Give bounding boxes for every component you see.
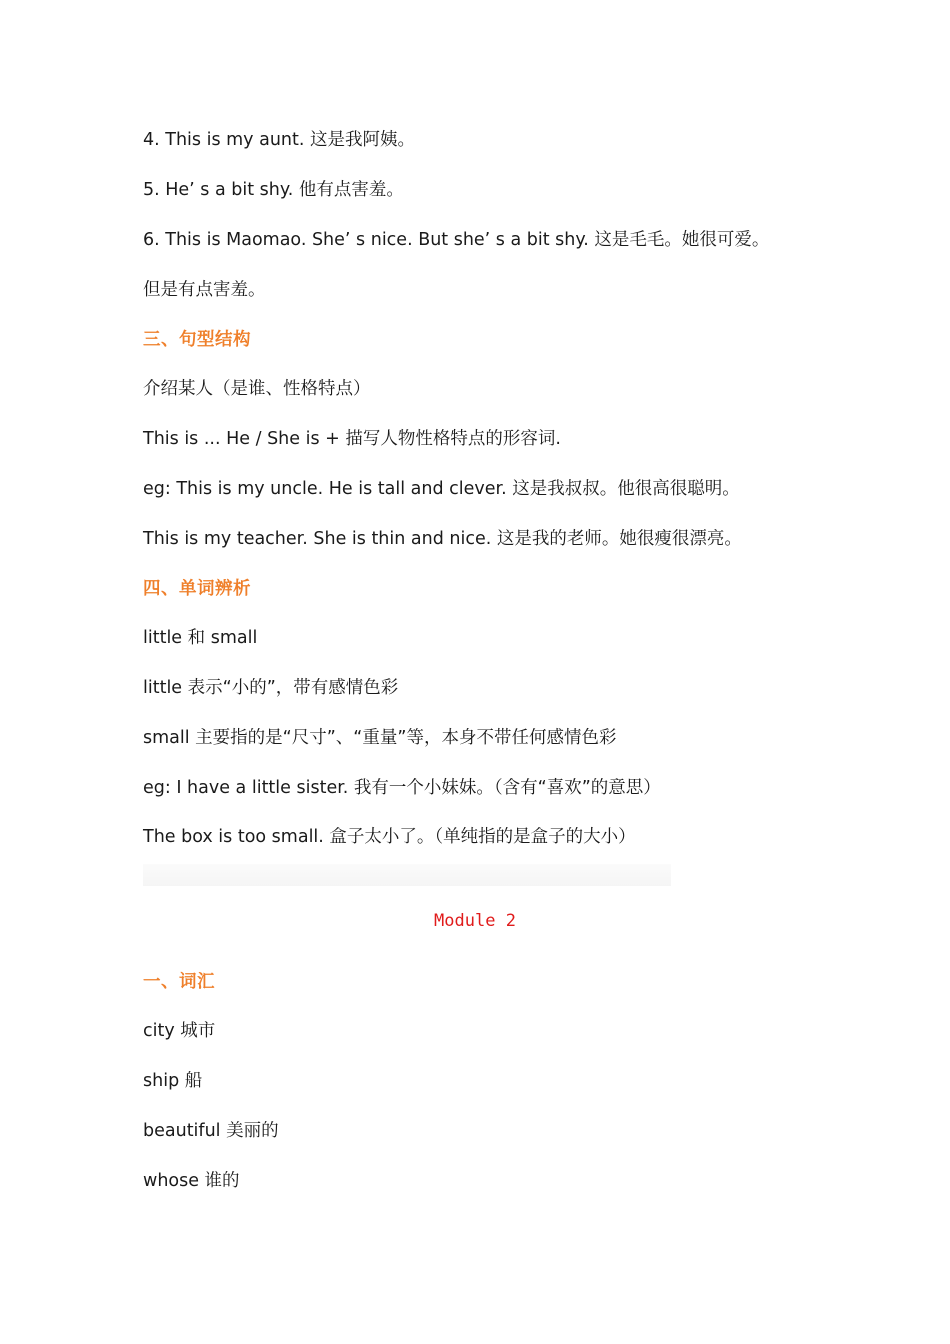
text-line: 5. He’ s a bit shy. 他有点害羞。	[143, 180, 404, 200]
section-heading: 三、句型结构	[143, 330, 251, 350]
module-title: Module 2	[434, 911, 516, 931]
vocab-item: city 城市	[143, 1021, 216, 1041]
vocab-item: beautiful 美丽的	[143, 1121, 279, 1141]
text-line: The box is too small. 盒子太小了。（单纯指的是盒子的大小）	[143, 827, 636, 847]
text-line: This is my teacher. She is thin and nice. 这是我的老师。她很瘦很漂亮。	[143, 529, 742, 549]
text-line: little 表示“小的”，带有感情色彩	[143, 678, 399, 698]
text-line: 但是有点害羞。	[143, 280, 266, 300]
faint-divider-band	[143, 864, 671, 886]
text-line: 4. This is my aunt. 这是我阿姨。	[143, 130, 415, 150]
text-line: little 和 small	[143, 628, 258, 648]
section-heading: 一、词汇	[143, 972, 215, 992]
vocab-item: ship 船	[143, 1071, 203, 1091]
text-line: 6. This is Maomao. She’ s nice. But she’ s a bit shy. 这是毛毛。她很可爱。	[143, 230, 770, 250]
text-line: This is ... He / She is + 描写人物性格特点的形容词.	[143, 429, 561, 449]
text-line: eg: I have a little sister. 我有一个小妹妹。（含有“喜欢”的意思）	[143, 778, 661, 798]
text-line: eg: This is my uncle. He is tall and clever. 这是我叔叔。他很高很聪明。	[143, 479, 740, 499]
section-heading: 四、单词辨析	[143, 579, 251, 599]
text-line: 介绍某人（是谁、性格特点）	[143, 379, 371, 399]
vocab-item: whose 谁的	[143, 1171, 240, 1191]
text-line: small 主要指的是“尺寸”、“重量”等，本身不带任何感情色彩	[143, 728, 617, 748]
